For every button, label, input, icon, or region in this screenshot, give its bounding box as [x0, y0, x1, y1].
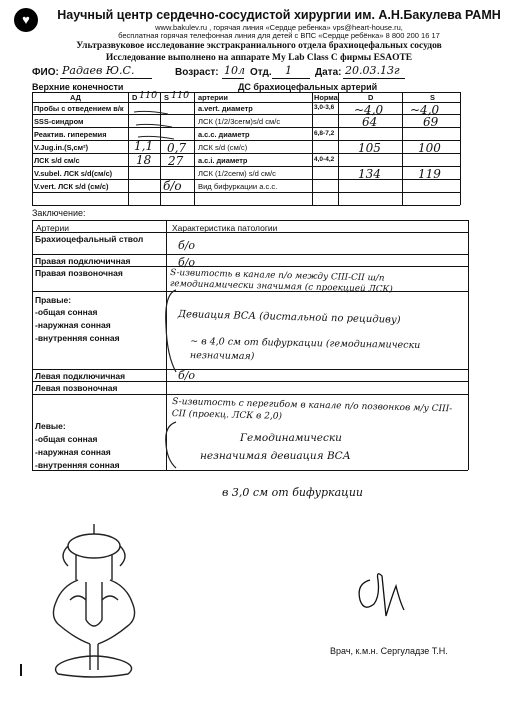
vert-d: ~4,0: [354, 103, 384, 117]
bca-title: ДС брахиоцефальных артерий: [238, 82, 378, 92]
upper-row-label: V.Jug.in.(S,см²): [34, 143, 89, 152]
bca-row-label: a.c.c. диаметр: [198, 130, 250, 139]
col-s: S: [430, 93, 435, 102]
concl-row-label: -внутренняя сонная: [35, 460, 120, 470]
contacts-line: www.bakulev.ru , горячая линия «Сердце ребенка» vps@heart-house.ru,: [155, 23, 403, 32]
date-label: Дата:: [315, 67, 342, 78]
col-s: S: [164, 93, 169, 102]
concl-row-label: Левая позвоночная: [35, 383, 118, 393]
col-norm: Норма: [314, 93, 338, 102]
upper-row-label: V.subel. ЛСК s/d(см/с): [34, 169, 113, 178]
bca-row-label: ЛСК (1/2/3сегм)s/d см/с: [198, 117, 281, 126]
norm-aci: 4,0-4,2: [314, 156, 335, 163]
concl-row-label: -наружная сонная: [35, 320, 111, 330]
upper-row-label: SSS-синдром: [34, 117, 84, 126]
apparatus-line: Исследование выполнено на аппарате My Lab Class C фирмы ESAOTE: [105, 53, 413, 63]
right-carotid-bracket: [158, 286, 180, 376]
ad-d-value: 110: [139, 90, 158, 101]
concl-row-label: -внутренняя сонная: [35, 333, 120, 343]
hotline-line: бесплатная горячая телефонная линия для детей с ВПС «Сердце ребёнка» 8 800 200 16 17: [118, 31, 440, 40]
concl-row-label: Левые:: [35, 421, 66, 431]
norm-vert: 3,0-3,6: [314, 104, 335, 111]
lsk123-s: 69: [423, 115, 439, 129]
ad-s-value: 110: [171, 90, 190, 101]
heart-logo-icon: ♥: [14, 8, 38, 32]
vjug-d: 1,1: [134, 139, 154, 153]
age-value: 10л: [224, 64, 246, 77]
empty-cell-dashes: [128, 102, 194, 142]
dept-value: 1: [285, 64, 292, 77]
col-d: D: [132, 93, 138, 102]
concl-value: б/о: [178, 239, 196, 252]
upper-row-label: ЛСК s/d см/с: [34, 156, 80, 165]
concl-value: Девиация ВСА (дистальной по рецидиву): [177, 309, 401, 326]
upper-limbs-title: Верхние конечности: [32, 82, 124, 92]
bca-row-label: ЛСК s/d (см/с): [198, 143, 248, 152]
conclusion-title: Заключение:: [32, 208, 86, 218]
left-carotid-bracket: [158, 420, 180, 470]
aci-lsk-d: 134: [358, 167, 381, 181]
bca-row-label: ЛСК (1/2сегм) s/d см/с: [198, 169, 276, 178]
lsk-d: 18: [136, 153, 152, 167]
concl-row-label: -общая сонная: [35, 434, 98, 444]
doctor-line: Врач, к.м.н. Сергуладзе Т.Н.: [330, 646, 448, 656]
page-mark: [20, 664, 22, 676]
concl-value: S-извитость в канале п/о между СIII-CII ш/п гемодинамически значимая (с проекцией ЛСК): [169, 268, 393, 295]
vvert-s: б/о: [163, 179, 182, 193]
concl-row-label: Правая позвоночная: [35, 268, 123, 278]
concl-value: б/о: [178, 369, 196, 382]
col-artery: артерии: [198, 93, 228, 102]
col-d: D: [368, 93, 374, 102]
concl-value: в 3,0 см от бифуркации: [222, 486, 364, 499]
lsk123-d: 64: [362, 115, 378, 129]
dept-label: Отд.: [250, 67, 272, 78]
bca-row-label: a.vert. диаметр: [198, 104, 253, 113]
concl-row-label: -общая сонная: [35, 307, 98, 317]
signature: [352, 566, 412, 626]
concl-row-label: Правая подключичная: [35, 256, 131, 266]
concl-value: ~ в 4,0 см от бифуркации (гемодинамически незначимая): [189, 336, 421, 363]
concl-row-label: Брахиоцефальный ствол: [35, 234, 144, 244]
upper-row-label: V.vert. ЛСК s/d (см/с): [34, 182, 109, 191]
concl-row-label: -наружная сонная: [35, 447, 111, 457]
concl-col-pathology: Характеристика патологии: [172, 223, 278, 233]
acc-lsk-s: 100: [418, 141, 441, 155]
norm-acc: 6,8-7,2: [314, 130, 335, 137]
vjug-s: 0,7: [167, 141, 187, 155]
concl-row-label: Левая подключичная: [35, 371, 126, 381]
fio-label: ФИО:: [32, 67, 59, 78]
concl-value: S-извитость с перегибом в канале п/о позвонков м/у СIII-CII (проекц. ЛСК в 2,0): [171, 397, 453, 422]
upper-row-label: Реактив. гиперемия: [34, 130, 107, 139]
date-value: 20.03.13г: [345, 64, 400, 77]
center-title: Научный центр сердечно-сосудистой хирургии им. А.Н.Бакулева РАМН: [57, 8, 501, 22]
bca-row-label: a.c.i. диаметр: [198, 156, 248, 165]
vascular-diagram-icon: [28, 520, 158, 680]
lsk-s: 27: [168, 154, 184, 168]
aci-lsk-s: 119: [418, 167, 441, 181]
bca-row-label: Вид бифуркации a.c.c.: [198, 182, 278, 191]
vert-s: ~4,0: [410, 103, 440, 117]
department-title: Ультразвуковое исследование экстракраниального отдела брахиоцефальных сосудов: [76, 41, 442, 51]
concl-value: б/о: [178, 256, 196, 269]
upper-row-label: Пробы с отведением в/к: [34, 104, 124, 113]
concl-value: Гемодинамически: [240, 432, 342, 444]
concl-value: незначимая девиация ВСА: [200, 450, 351, 462]
concl-col-artery: Артерии: [36, 223, 69, 233]
concl-row-label: Правые:: [35, 295, 72, 305]
col-ad: АД: [70, 93, 81, 102]
age-label: Возраст:: [175, 67, 219, 78]
fio-value: Радаев Ю.С.: [62, 64, 135, 77]
acc-lsk-d: 105: [358, 141, 381, 155]
